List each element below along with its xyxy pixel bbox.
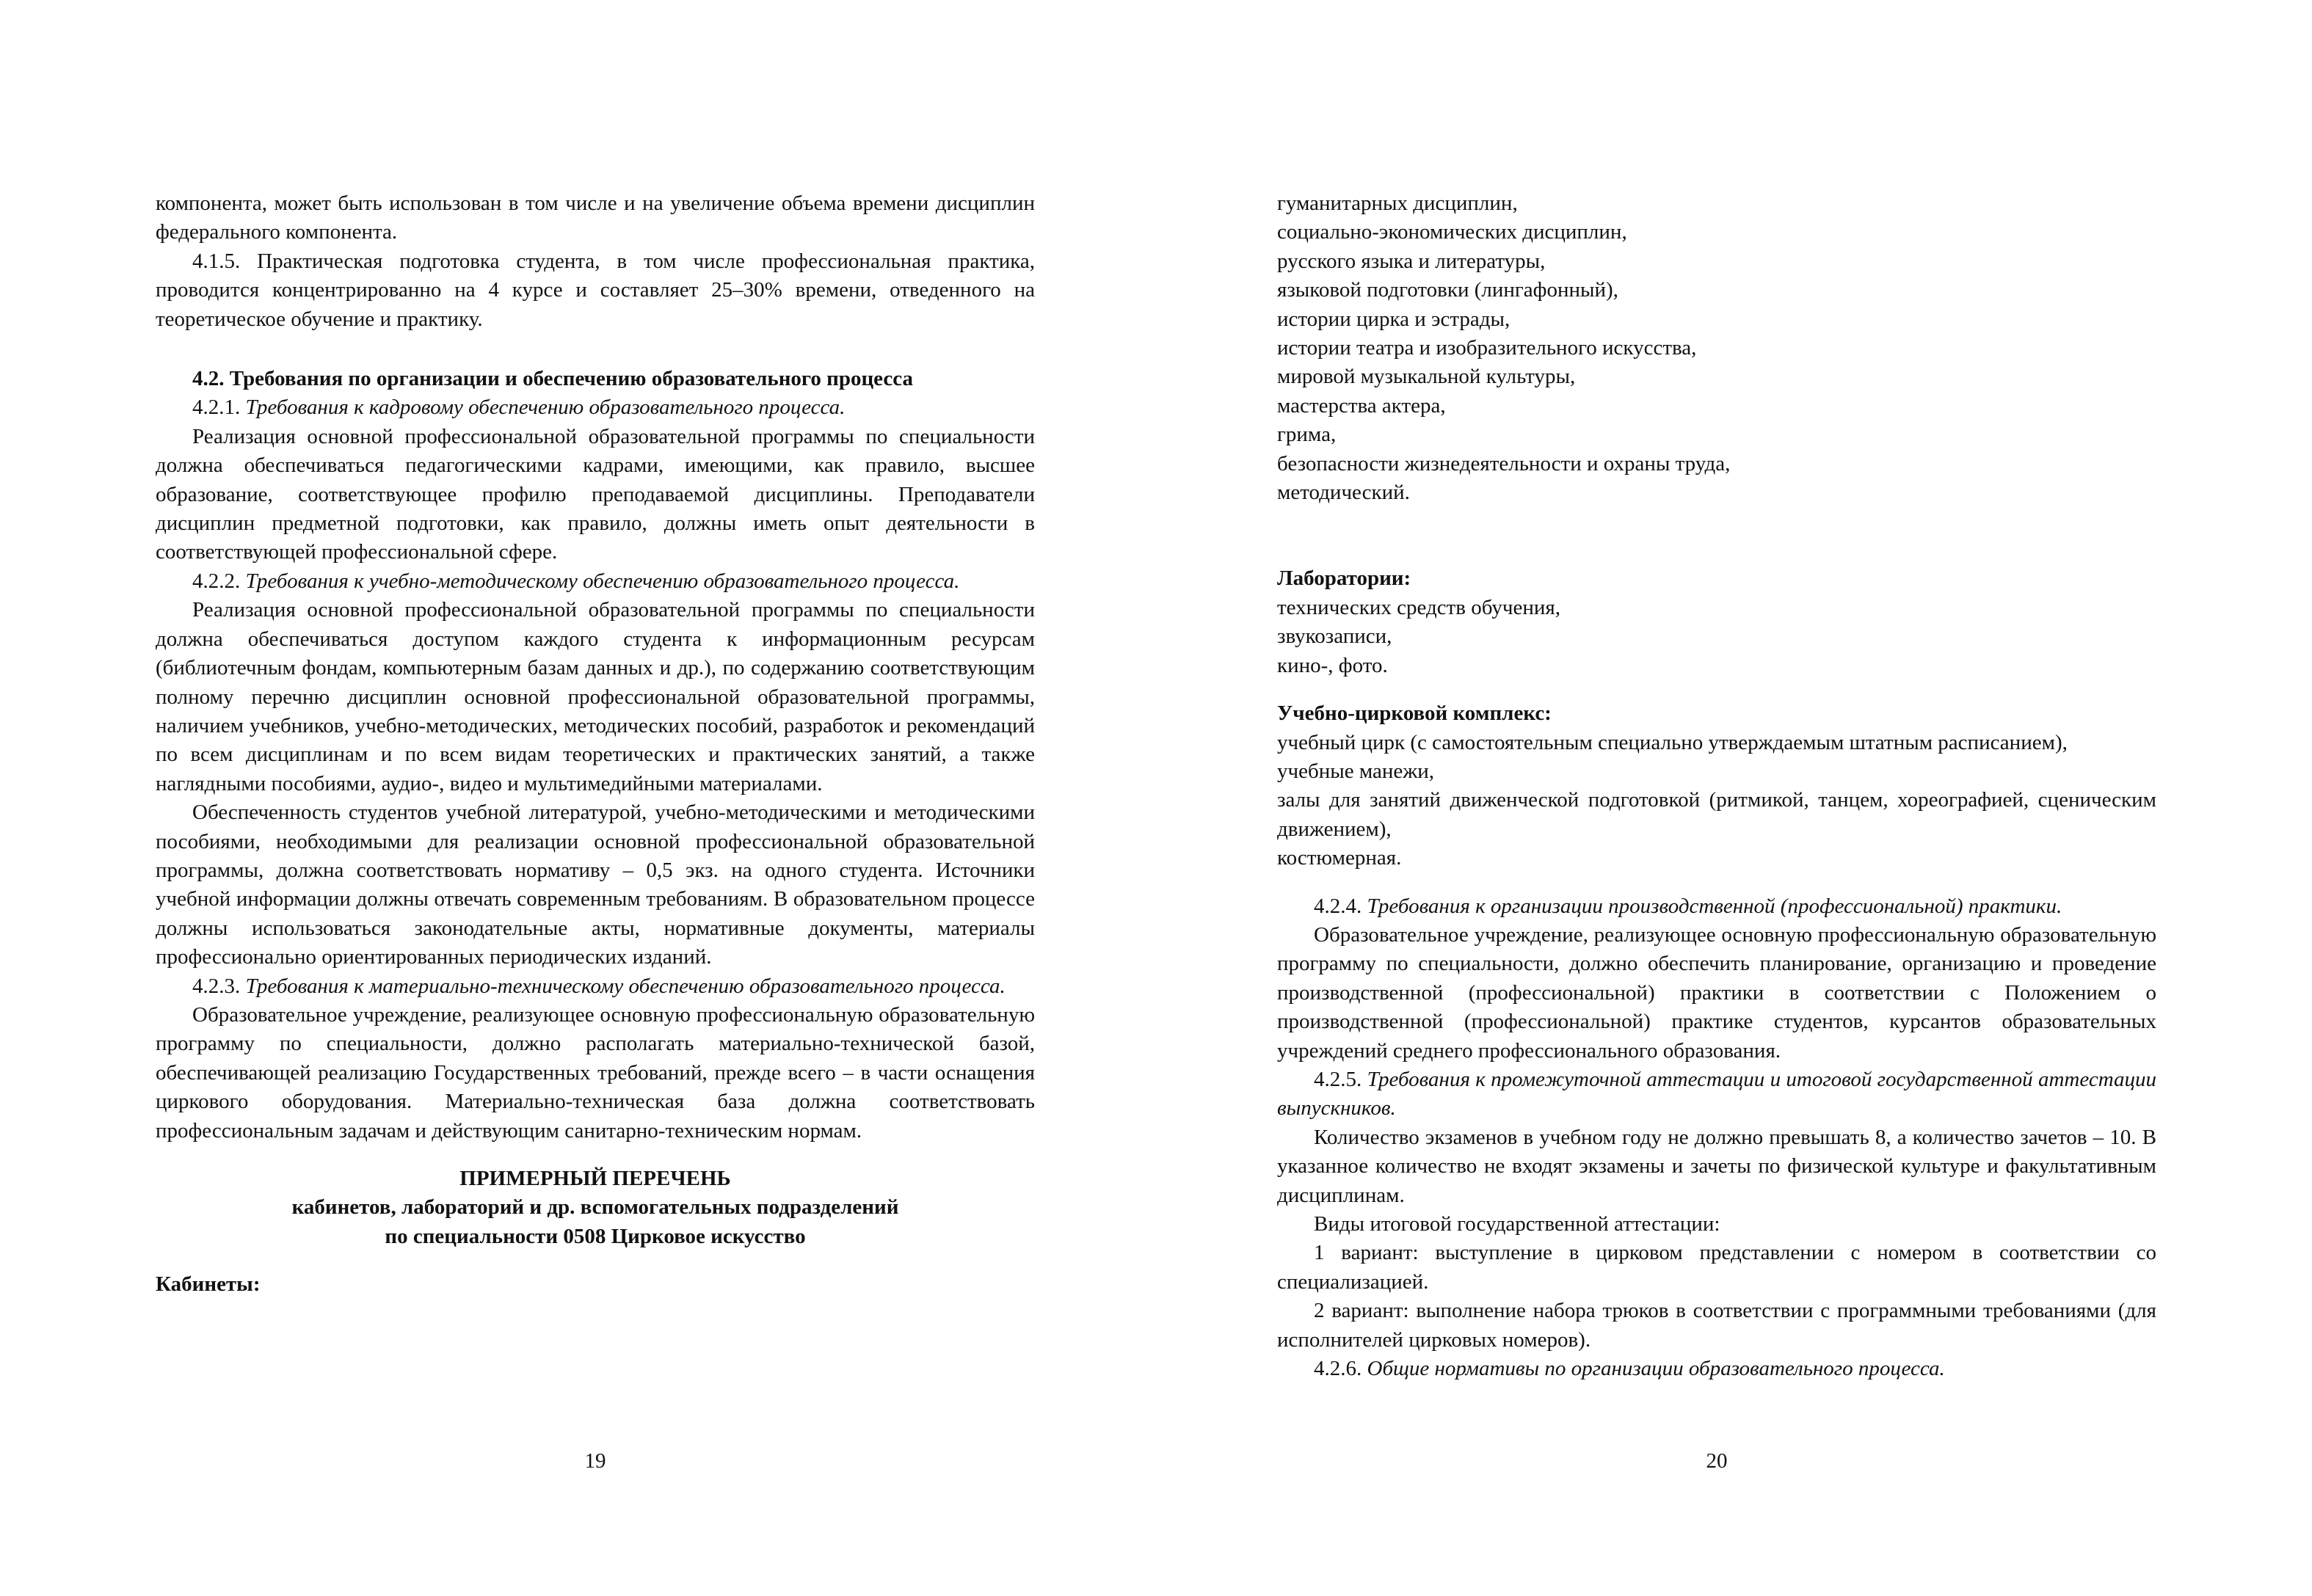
- lab-item: звукозаписи,: [1277, 624, 1392, 649]
- cabinet-item: методический.: [1277, 481, 1410, 505]
- cabinet-item: истории цирка и эстрады,: [1277, 307, 1511, 331]
- subsection-title: Требования к учебно-методическому обеспечению образовательного процесса.: [245, 569, 960, 593]
- circus-complex-label: Учебно-цирковой комплекс:: [1277, 702, 1552, 726]
- cabinet-item: социально-экономических дисциплин,: [1277, 220, 1627, 244]
- cabinet-item: мастерства актера,: [1277, 393, 1446, 418]
- subsection-number: 4.2.3.: [192, 974, 246, 998]
- subsection-4-2-5-title: [1277, 1065, 2156, 1123]
- subsection-number: 4.2.1.: [192, 396, 246, 420]
- subsection-title: Требования к организации производственной (профессиональной) практики.: [1367, 894, 2062, 918]
- subsection-title: Требования к промежуточной аттестации и итоговой государственной аттестации выпускников.: [1277, 1067, 2156, 1121]
- paragraph-staffing: Реализация основной профессиональной образовательной программы по специальности должна обеспечиваться педагогическими кадрами, имеющими, как правило, высшее образование, соответствующее профилю преподаваемой дисциплины. Преподаватели дисциплин предметной подготовки, как правило, должны иметь опыт деятельности в соответствующей профессиональной сфере.: [156, 424, 1035, 564]
- paragraph-4-1-5: 4.1.5. Практическая подготовка студента, в том числе профессиональная практика, проводится концентрированно на 4 курсе и составляет 25–30% времени, отведенного на теоретическое обучение и практику.: [156, 249, 1035, 331]
- page-number: 19: [584, 1449, 606, 1473]
- paragraph-information-resources: Реализация основной профессиональной образовательной программы по специальности должна обеспечиваться доступом каждого студента к информационным ресурсам (библиотечным фондам, компьютерным базам данных и др.), по содержанию соответствующим полному перечню дисциплин основной профессиональной образовательной программы, наличием учебников, учебно-методических, методических пособий, разработок и рекомендаций по всем дисциплинам и по всем видам теоретических и практических занятий, а также наглядными пособиями, аудио-, видео и мультимедийными материалами.: [156, 598, 1035, 795]
- subsection-4-2-2-title: [156, 567, 1035, 596]
- labs-label: Лаборатории:: [1277, 566, 1411, 591]
- cabinet-item: языковой подготовки (лингафонный),: [1277, 278, 1618, 302]
- lab-item: технических средств обучения,: [1277, 595, 1560, 619]
- cabinet-item: грима,: [1277, 423, 1337, 447]
- subsection-4-2-4-title: [1277, 892, 2156, 921]
- lab-item: кино-, фото.: [1277, 653, 1388, 677]
- circus-complex-item: залы для занятий движенческой подготовкой (ритмикой, танцем, хореографией, сценическим движением),: [1277, 788, 2156, 841]
- left-page-text: [156, 189, 1035, 1300]
- paragraph-variant-1: 1 вариант: выступление в цирковом представлении с номером в соответствии со специализацией.: [1277, 1241, 2156, 1294]
- paragraph-material-base: Образовательное учреждение, реализующее основную профессиональную образовательную программу по специальности, должно располагать материально-технической базой, обеспечивающей реализацию Государственных требований, прежде всего – в части оснащения циркового оборудования. Материально-техническая база должна соответствовать профессиональным задачам и действующим санитарно-техническим нормам.: [156, 1002, 1035, 1143]
- paragraph-literature-provision: Обеспеченность студентов учебной литературой, учебно-методическими и методическими пособиями, необходимыми для реализации основной профессиональной образовательной программы, должна соответствовать нормативу – 0,5 экз. на одного студента. Источники учебной информации должны отвечать современным требованиям. В образовательном процессе должны использоваться законодательные акты, нормативные документы, материалы профессионально ориентированных периодических изданий.: [156, 801, 1035, 969]
- subsection-number: 4.2.4.: [1314, 894, 1367, 918]
- paragraph-practice: Образовательное учреждение, реализующее основную профессиональную образовательную программу по специальности, должно обеспечить планирование, организацию и проведение производственной (профессиональной) практики в соответствии с Положением о производственной (профессиональной) практике студентов, курсантов образовательных учреждений среднего профессионального образования.: [1277, 922, 2156, 1063]
- section-heading-4-2: 4.2. Требования по организации и обеспечению образовательного процесса: [192, 367, 913, 391]
- subsection-number: 4.2.2.: [192, 569, 246, 593]
- subsection-number: 4.2.6.: [1314, 1357, 1367, 1381]
- paragraph-variant-2: 2 вариант: выполнение набора трюков в соответствии с программными требованиями (для исполнителей цирковых номеров).: [1277, 1299, 2156, 1352]
- subsection-4-2-6-title: [1277, 1355, 2156, 1383]
- subsection-4-2-3-title: [156, 972, 1035, 1001]
- subsection-4-2-1-title: [156, 393, 1035, 422]
- list-heading-subtitle: кабинетов, лабораторий и др. вспомогательных подразделений: [291, 1195, 899, 1220]
- cabinet-item: русского языка и литературы,: [1277, 249, 1546, 273]
- cabinet-item: истории театра и изобразительного искусства,: [1277, 336, 1697, 360]
- cabinet-item: мировой музыкальной культуры,: [1277, 365, 1576, 389]
- right-page-text: [1277, 189, 2156, 1383]
- subsection-title: Требования к материально-техническому обеспечению образовательного процесса.: [245, 974, 1006, 998]
- subsection-title: Требования к кадровому обеспечению образовательного процесса.: [245, 396, 846, 420]
- circus-complex-item: костюмерная.: [1277, 846, 1402, 870]
- paragraph-attestation-types: Виды итоговой государственной аттестации:: [1314, 1212, 1720, 1236]
- subsection-title: Общие нормативы по организации образовательного процесса.: [1367, 1357, 1945, 1381]
- page-number: 20: [1706, 1449, 1728, 1473]
- cabinet-item: безопасности жизнедеятельности и охраны труда,: [1277, 451, 1731, 475]
- cabinets-label: Кабинеты:: [156, 1272, 261, 1297]
- list-heading-specialty: по специальности 0508 Цирковое искусство: [385, 1224, 806, 1248]
- circus-complex-item: учебные манежи,: [1277, 759, 1435, 783]
- list-heading-title: ПРИМЕРНЫЙ ПЕРЕЧЕНЬ: [459, 1167, 731, 1190]
- circus-complex-item: учебный цирк (с самостоятельным специально утверждаемым штатным расписанием),: [1277, 730, 2068, 754]
- paragraph-federal-component: компонента, может быть использован в том числе и на увеличение объема времени дисциплин федерального компонента.: [156, 192, 1035, 244]
- subsection-number: 4.2.5.: [1314, 1067, 1367, 1091]
- cabinet-item: гуманитарных дисциплин,: [1277, 192, 1518, 215]
- paragraph-exams-count: Количество экзаменов в учебном году не должно превышать 8, а количество зачетов – 10. В указанное количество не входят экзамены и зачеты по физической культуре и факультативным дисциплинам.: [1277, 1125, 2156, 1207]
